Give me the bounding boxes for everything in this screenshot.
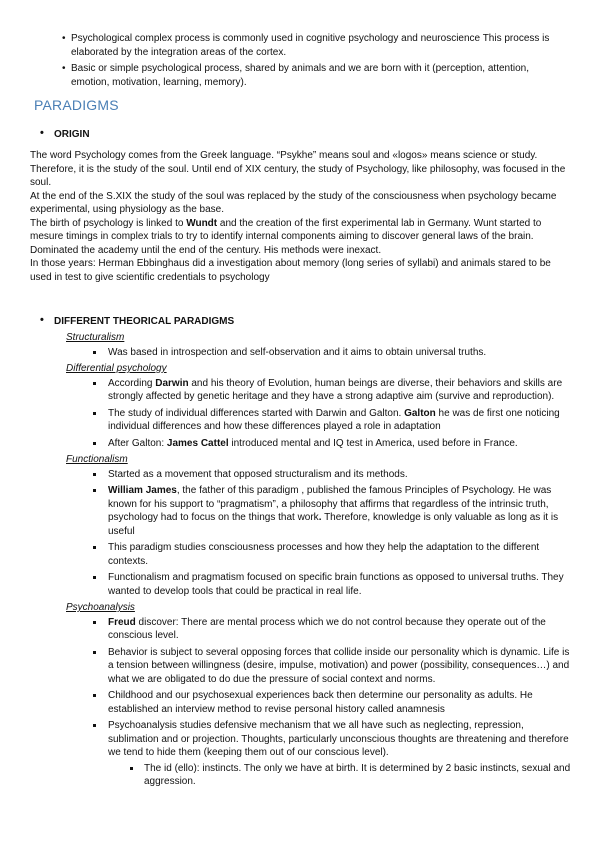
text-run: , the father of this paradigm , published the famous Principles of Psychology. He was known for his support to “pragmatism”, a philosophy that affirms that regardless of the intrinsic truth, psychology had to focus on the things that work	[108, 485, 552, 523]
list-item	[91, 484, 576, 538]
list-item	[91, 407, 576, 434]
psychoanalysis-list	[91, 616, 576, 789]
bold-text: Wundt	[186, 217, 218, 229]
paragraph: At the end of the S.XIX the study of the soul was replaced by the study of the consciousness when psychology became experimental, using physiology as the base.	[30, 190, 557, 215]
bold-text: Galton	[404, 407, 436, 419]
structuralism-list	[91, 346, 576, 360]
list-item: • Basic or simple psychological process, shared by animals and we are born with it (perception, attention, emotion, motivation, learning, memory).	[62, 62, 562, 89]
subsection-title-structuralism: Structuralism	[66, 332, 125, 343]
intro-bullet-list	[62, 32, 562, 92]
text-run: According	[108, 377, 156, 389]
paradigm-sections	[66, 331, 576, 792]
text-run: After Galton:	[108, 437, 167, 449]
bullet-icon: •	[40, 314, 44, 326]
bold-text: .	[318, 512, 322, 523]
list-item: The id (ello): instincts. The only we have at birth. It is determined by 2 basic instincts, sexual and aggression.	[128, 762, 576, 789]
bold-text: William James	[108, 485, 177, 496]
list-item	[91, 377, 576, 404]
list-item: • Psychological complex process is commonly used in cognitive psychology and neuroscience This process is elaborated by the integration areas of the cortex.	[62, 32, 562, 59]
text-run: discover: There are mental process which we do not control because they operate out of the conscious level.	[108, 616, 546, 641]
section-heading-paradigms: PARADIGMS	[34, 97, 119, 113]
list-item: Childhood and our psychosexual experiences back then determine our personality as adults. He established an interview method to revise personal history called anamnesis	[91, 689, 576, 716]
subsection-title-functionalism: Functionalism	[66, 454, 128, 465]
origin-heading-text: ORIGIN	[54, 129, 90, 140]
text-run: The study of individual differences started with Darwin and Galton.	[108, 407, 405, 419]
list-item: Was based in introspection and self-observation and it aims to obtain universal truths.	[91, 346, 576, 360]
functionalism-list	[91, 468, 576, 599]
list-item	[91, 437, 576, 451]
bullet-icon: •	[40, 127, 44, 139]
text-run: The birth of psychology is linked to	[30, 217, 187, 229]
text-run: and his theory of Evolution, human beings are diverse, their behaviors and skills are strongly affected by genetic heritage and they have a strong adaptive aim (survive and reproduction).	[108, 377, 563, 402]
list-item: Functionalism and pragmatism focused on specific brain functions as opposed to universal truths. They wanted to develop tools that could be practical in real life.	[91, 571, 576, 598]
subsection-title-psychoanalysis: Psychoanalysis	[66, 602, 135, 613]
differential-list	[91, 377, 576, 451]
list-item: Started as a movement that opposed structuralism and its methods.	[91, 468, 576, 482]
text-run: he was de first one noticing individual differences and how these differences played a role in adaptation	[108, 407, 560, 432]
bold-text: James Cattel	[166, 437, 229, 449]
paragraph: The word Psychology comes from the Greek language. “Psykhe” means soul and «logos» means science or study. Therefore, it is the study of the soul. Until end of XIX century, the study of Psychology, like philosophy, was focused in the soul.	[30, 150, 566, 188]
text-run: introduced mental and IQ test in America, used before in France.	[228, 437, 518, 449]
origin-paragraphs	[30, 149, 570, 284]
paragraph: In those years: Herman Ebbinghaus did a investigation about memory (long series of syllabi) and animals stared to be used in test to give scientific credentials to psychology	[30, 258, 551, 283]
paragraph	[30, 217, 570, 258]
list-item	[91, 616, 576, 643]
list-item: This paradigm studies consciousness processes and how they help the adaptation to the different contexts.	[91, 541, 576, 568]
text-run: and the creation of the first experimental lab in Germany. Wunt started to mesure timings in complex trials to try to identify internal components aiming to discover general laws of the brain. Dominated the academy until the end of the century. His methods were inexact.	[30, 217, 542, 256]
subsection-title-differential: Differential psychology	[66, 363, 167, 374]
origin-heading	[40, 127, 90, 142]
list-item	[91, 719, 576, 789]
bold-text: Freud	[108, 616, 136, 628]
list-item: Behavior is subject to several opposing forces that collide inside our personality which is dynamic. Life is a tension between willingness (desire, impulse, motivation) and power (possibility, consequences…) and what we are obligated to do due the pressure of social context and norms.	[91, 646, 576, 687]
different-paradigms-heading	[40, 314, 235, 329]
text-run: Therefore, knowledge is only valuable as long as it is useful	[108, 512, 559, 537]
bold-text: Darwin	[155, 377, 189, 389]
text-run: Psychoanalysis studies defensive mechanism that we all have such as neglecting, repression, sublimation and or projection. Thoughts, particularly unconscious thoughts are threatening and therefore we tend to hide them (keeping them out of our conscious level).	[108, 720, 569, 758]
psychoanalysis-sublist	[128, 762, 576, 789]
different-heading-text: DIFFERENT THEORICAL PARADIGMS	[54, 316, 235, 327]
